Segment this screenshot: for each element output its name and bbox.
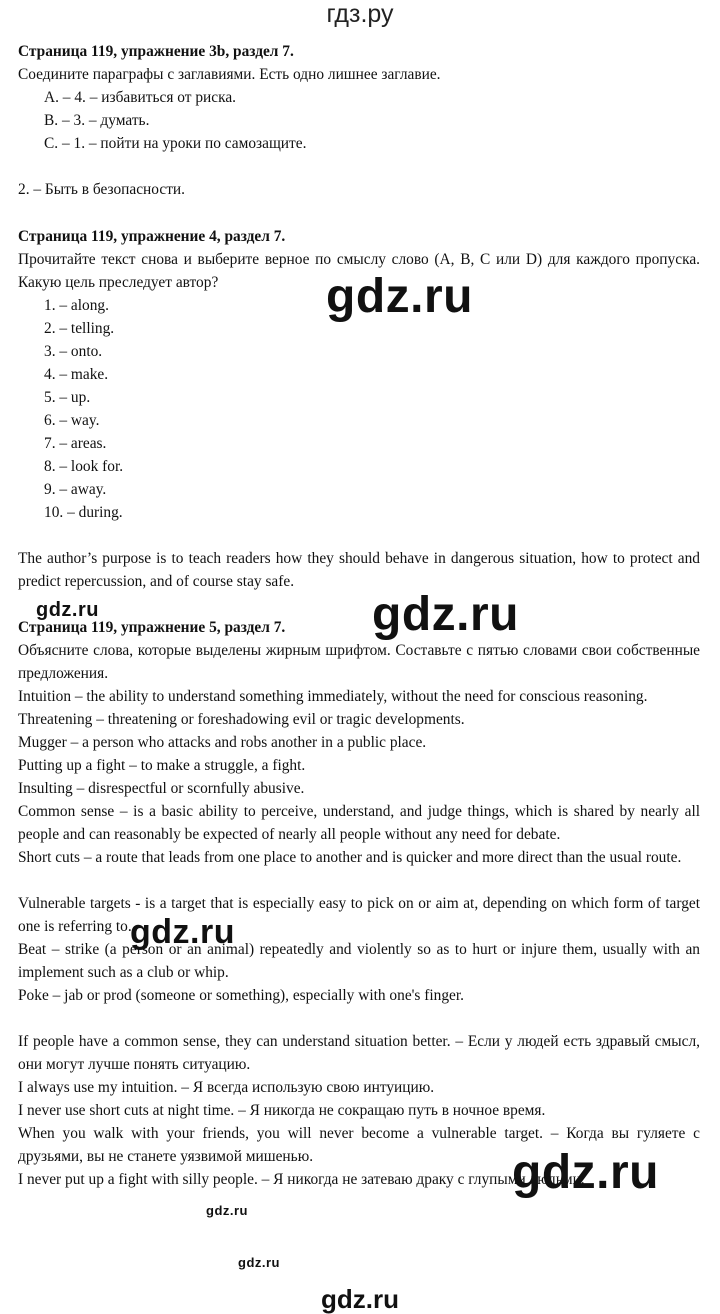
watermark: gdz.ru bbox=[238, 1255, 280, 1270]
list-item: 4. – make. bbox=[44, 366, 109, 383]
example-sentence: I always use my intuition. – Я всегда использую свою интуицию. bbox=[18, 1079, 435, 1096]
example-sentence: I never use short cuts at night time. – Я никогда не сокращаю путь в ночное время. bbox=[18, 1102, 546, 1119]
list-item: 10. – during. bbox=[44, 504, 123, 521]
instruction: Соедините параграфы с заглавиями. Есть одно лишнее заглавие. bbox=[18, 66, 441, 83]
watermark: gdz.ru bbox=[512, 1146, 659, 1199]
list-item: B. – 3. – думать. bbox=[44, 112, 150, 129]
example-sentence: If people have a common sense, they can understand situation better. – Если у людей есть здравый смысл, они могут лучше понять ситуацию. bbox=[18, 1033, 700, 1073]
document-body bbox=[18, 40, 700, 1191]
list-item: 8. – look for. bbox=[44, 458, 124, 475]
list-item: 9. – away. bbox=[44, 481, 107, 498]
site-title: гдз.ру bbox=[326, 0, 394, 28]
list-item: 2. – telling. bbox=[44, 320, 115, 337]
list-item: 3. – onto. bbox=[44, 343, 103, 360]
instruction: Прочитайте текст снова и выберите верное по смыслу слово (A, B, C или D) для каждого пропуска. Какую цель преследует автор? bbox=[18, 251, 700, 291]
list-item: 7. – areas. bbox=[44, 435, 107, 452]
watermark: gdz.ru bbox=[372, 588, 519, 641]
section-heading: Страница 119, упражнение 5, раздел 7. bbox=[18, 619, 286, 636]
instruction: Объясните слова, которые выделены жирным шрифтом. Составьте с пятью словами свои собственные предложения. bbox=[18, 642, 700, 682]
watermark: gdz.ru bbox=[130, 913, 235, 951]
example-sentence: When you walk with your friends, you will never become a vulnerable target. – Когда вы гуляете с друзьями, вы не станете уязвимой мишенью. bbox=[18, 1125, 700, 1165]
watermark: gdz.ru bbox=[326, 270, 473, 323]
definition: Beat – strike (a person or an animal) repeatedly and violently so as to hurt or injure them, usually with an implement such as a club or whip. bbox=[18, 941, 700, 981]
extra-heading: 2. – Быть в безопасности. bbox=[18, 181, 186, 198]
footer-watermark: gdz.ru bbox=[321, 1284, 399, 1314]
list-item: C. – 1. – пойти на уроки по самозащите. bbox=[44, 135, 307, 152]
definition: Vulnerable targets - is a target that is especially easy to pick on or aim at, depending on which form of target one is referring to. bbox=[18, 895, 700, 935]
watermark: gdz.ru bbox=[206, 1203, 248, 1218]
section-heading: Страница 119, упражнение 4, раздел 7. bbox=[18, 228, 286, 245]
definition: Mugger – a person who attacks and robs another in a public place. bbox=[18, 734, 427, 751]
definition: Common sense – is a basic ability to perceive, understand, and judge things, which is shared by nearly all people and can reasonably be expected of nearly all people without any need for debate. bbox=[18, 803, 700, 843]
definition: Poke – jab or prod (someone or something), especially with one's finger. bbox=[18, 987, 465, 1004]
watermark: gdz.ru bbox=[36, 599, 99, 621]
section-heading: Страница 119, упражнение 3b, раздел 7. bbox=[18, 43, 294, 60]
list-item: 6. – way. bbox=[44, 412, 100, 429]
author-purpose: The author’s purpose is to teach readers how they should behave in dangerous situation, how to protect and predict repercussion, and of course stay safe. bbox=[18, 550, 700, 590]
list-item: 5. – up. bbox=[44, 389, 91, 406]
list-item: A. – 4. – избавиться от риска. bbox=[44, 89, 237, 106]
definition: Threatening – threatening or foreshadowing evil or tragic developments. bbox=[18, 711, 465, 728]
definition: Insulting – disrespectful or scornfully abusive. bbox=[18, 780, 305, 797]
list-item: 1. – along. bbox=[44, 297, 109, 314]
definition: Putting up a fight – to make a struggle, a fight. bbox=[18, 757, 306, 774]
example-sentence: I never put up a fight with silly people. – Я никогда не затеваю драку с глупыми людьми. bbox=[18, 1171, 585, 1188]
definition: Intuition – the ability to understand something immediately, without the need for conscious reasoning. bbox=[18, 688, 648, 705]
definition: Short cuts – a route that leads from one place to another and is quicker and more direct than the usual route. bbox=[18, 849, 682, 866]
